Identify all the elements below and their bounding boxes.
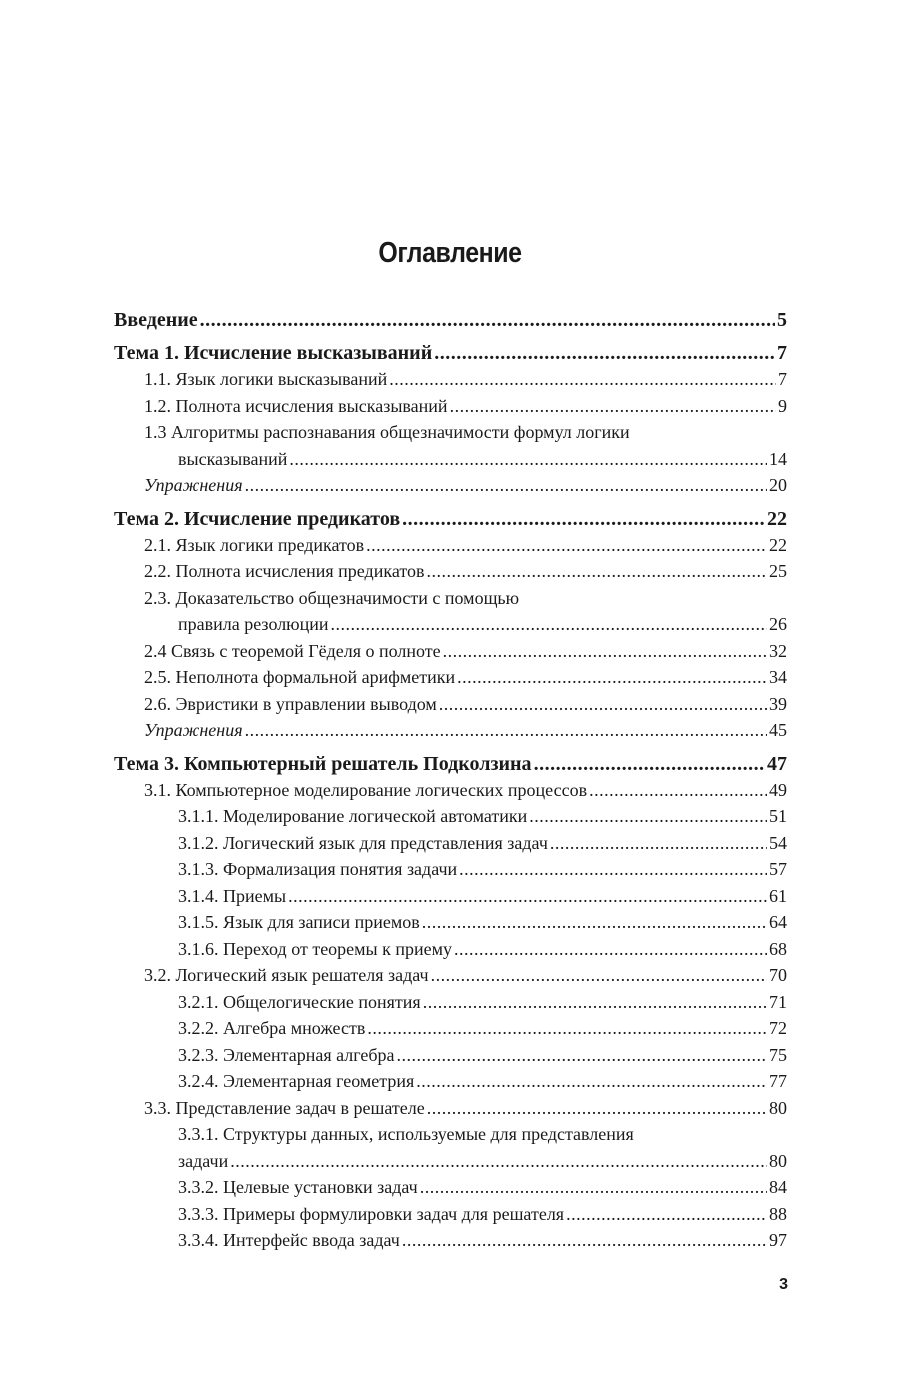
leader-dots <box>439 691 767 718</box>
toc-entry-3-2-4[interactable] <box>114 1068 787 1095</box>
toc-entry-1-3[interactable] <box>114 419 787 472</box>
toc-entry-page: 22 <box>769 534 787 555</box>
toc-entry-title: 3.3.4. Интерфейс ввода задач <box>178 1230 400 1250</box>
toc-entry-page: 25 <box>769 561 787 581</box>
toc-entry-page: 22 <box>767 507 787 530</box>
toc-entry-3-1-3[interactable] <box>114 856 787 883</box>
toc-entry-page: 70 <box>769 965 787 985</box>
leader-dots <box>402 1227 767 1254</box>
leader-dots <box>427 1095 767 1122</box>
toc-entry-topic-3[interactable] <box>114 751 787 777</box>
leader-dots <box>331 611 767 638</box>
toc-entry-3-1[interactable] <box>114 777 787 804</box>
toc-entry-page: 14 <box>769 448 787 469</box>
leader-dots <box>245 717 767 744</box>
leader-dots <box>450 393 776 420</box>
toc-entry-3-1-2[interactable] <box>114 830 787 857</box>
table-of-contents <box>114 307 787 1254</box>
leader-dots <box>200 307 775 333</box>
toc-entry-3-1-4[interactable] <box>114 883 787 910</box>
toc-entry-page: 97 <box>769 1230 787 1250</box>
toc-entry-2-4[interactable] <box>114 638 787 665</box>
toc-entry-page: 75 <box>769 1044 787 1065</box>
leader-dots <box>420 1174 767 1201</box>
toc-entry-page: 68 <box>769 938 787 959</box>
leader-dots <box>454 936 767 963</box>
leader-dots <box>431 962 767 989</box>
leader-dots <box>389 366 776 393</box>
leader-dots <box>443 638 767 665</box>
toc-entry-page: 54 <box>769 832 787 853</box>
toc-entry-page: 32 <box>769 640 787 661</box>
toc-entry-page: 45 <box>769 720 787 740</box>
leader-dots <box>366 532 767 559</box>
toc-entry-page: 57 <box>769 859 787 879</box>
toc-entry-title: 2.4 Связь с теоремой Гёделя о полноте <box>144 640 441 661</box>
toc-entry-title-line1: 2.3. Доказательство общезначимости с помощью <box>144 587 520 608</box>
toc-entry-title-line2: задачи <box>178 1150 229 1171</box>
leader-dots <box>426 558 767 585</box>
leader-dots <box>289 446 767 473</box>
toc-entry-title: 3.2.3. Элементарная алгебра <box>178 1044 395 1065</box>
toc-entry-page: 71 <box>769 991 787 1012</box>
toc-entry-page: 80 <box>769 1150 787 1171</box>
toc-entry-page: 9 <box>778 395 787 416</box>
toc-entry-title: Упражнения <box>144 720 243 740</box>
toc-entry-title: 2.6. Эвристики в управлении выводом <box>144 693 437 714</box>
toc-entry-title: 3.1.5. Язык для записи приемов <box>178 912 420 932</box>
toc-entry-3-2-3[interactable] <box>114 1042 787 1069</box>
toc-entry-page: 61 <box>769 885 787 906</box>
toc-entry-page: 49 <box>769 779 787 800</box>
toc-entry-1-2[interactable] <box>114 393 787 420</box>
toc-entry-3-2-1[interactable] <box>114 989 787 1016</box>
leader-dots <box>397 1042 767 1069</box>
toc-entry-3-3-1[interactable] <box>114 1121 787 1174</box>
toc-entry-3-3-2[interactable] <box>114 1174 787 1201</box>
toc-entry-page: 51 <box>769 806 787 826</box>
toc-entry-intro[interactable] <box>114 307 787 333</box>
leader-dots <box>459 856 767 883</box>
toc-entry-title: 3.3.2. Целевые установки задач <box>178 1177 418 1197</box>
leader-dots <box>529 803 767 830</box>
toc-entry-title: 3.2. Логический язык решателя задач <box>144 965 429 985</box>
toc-entry-page: 7 <box>777 342 787 364</box>
toc-entry-3-3-4[interactable] <box>114 1227 787 1254</box>
toc-entry-page: 47 <box>767 752 787 775</box>
toc-entry-page: 80 <box>769 1097 787 1118</box>
toc-entry-3-1-1[interactable] <box>114 803 787 830</box>
toc-entry-topic-1[interactable] <box>114 340 787 366</box>
leader-dots <box>367 1015 767 1042</box>
toc-entry-3-3-3[interactable] <box>114 1201 787 1228</box>
toc-entry-page: 5 <box>777 309 787 331</box>
toc-entry-3-3[interactable] <box>114 1095 787 1122</box>
toc-entry-page: 88 <box>769 1203 787 1224</box>
leader-dots <box>434 340 775 366</box>
toc-entry-2-5[interactable] <box>114 664 787 691</box>
toc-entry-title: 3.1.4. Приемы <box>178 885 287 906</box>
toc-entry-3-1-5[interactable] <box>114 909 787 936</box>
toc-entry-title: Тема 1. Исчисление высказываний <box>114 342 433 364</box>
leader-dots <box>457 664 767 691</box>
leader-dots <box>423 989 767 1016</box>
leader-dots <box>230 1148 767 1175</box>
toc-entry-title: Тема 3. Компьютерный решатель Подколзина <box>114 752 532 775</box>
toc-entry-title: 3.1.1. Моделирование логической автоматики <box>178 806 528 826</box>
toc-entry-title: 2.2. Полнота исчисления предикатов <box>144 561 425 581</box>
page-number: 3 <box>779 1276 788 1293</box>
toc-entry-page: 26 <box>769 614 787 634</box>
toc-entry-page: 34 <box>769 667 787 687</box>
toc-entry-3-1-6[interactable] <box>114 936 787 963</box>
toc-entry-exercises-2[interactable] <box>114 717 787 744</box>
toc-entry-title: 3.3. Представление задач в решателе <box>144 1097 425 1118</box>
toc-entry-title: 3.3.3. Примеры формулировки задач для решателя <box>178 1203 565 1224</box>
toc-entry-title: Тема 2. Исчисление предикатов <box>114 507 401 530</box>
toc-entry-title: 1.2. Полнота исчисления высказываний <box>144 395 448 416</box>
toc-entry-page: 84 <box>769 1177 787 1197</box>
toc-entry-1-1[interactable] <box>114 366 787 393</box>
toc-entry-page: 72 <box>769 1018 787 1038</box>
toc-entry-page: 77 <box>769 1071 787 1091</box>
toc-entry-title: 3.1.3. Формализация понятия задачи <box>178 859 458 879</box>
toc-entry-title: 3.2.4. Элементарная геометрия <box>178 1071 415 1091</box>
toc-entry-2-6[interactable] <box>114 691 787 718</box>
leader-dots <box>550 830 767 857</box>
toc-entry-topic-2[interactable] <box>114 506 787 532</box>
toc-entry-3-2[interactable] <box>114 962 787 989</box>
toc-entry-title: 3.1. Компьютерное моделирование логических процессов <box>144 779 588 800</box>
toc-entry-3-2-2[interactable] <box>114 1015 787 1042</box>
leader-dots <box>422 909 767 936</box>
leader-dots <box>566 1201 767 1228</box>
toc-entry-title-line2: высказываний <box>178 448 288 469</box>
toc-entry-page: 39 <box>769 693 787 714</box>
toc-entry-title: 3.2.2. Алгебра множеств <box>178 1018 366 1038</box>
toc-entry-title-line1: 1.3 Алгоритмы распознавания общезначимости формул логики <box>144 422 630 442</box>
toc-entry-page: 7 <box>778 369 787 389</box>
toc-entry-title: Введение <box>114 309 198 331</box>
toc-entry-2-3[interactable] <box>114 585 787 638</box>
toc-entry-exercises-1[interactable] <box>114 472 787 499</box>
toc-entry-title-line1: 3.3.1. Структуры данных, используемые для представления <box>178 1124 634 1144</box>
toc-entry-title: 3.1.6. Переход от теоремы к приему <box>178 938 453 959</box>
leader-dots <box>589 777 767 804</box>
toc-entry-title: Упражнения <box>144 475 243 495</box>
toc-entry-title: 1.1. Язык логики высказываний <box>144 369 388 389</box>
toc-entry-title: 3.2.1. Общелогические понятия <box>178 991 421 1012</box>
toc-entry-page: 20 <box>769 475 787 495</box>
toc-entry-2-1[interactable] <box>114 532 787 559</box>
toc-entry-title: 2.5. Неполнота формальной арифметики <box>144 667 456 687</box>
toc-entry-title: 2.1. Язык логики предикатов <box>144 534 365 555</box>
page-title: Оглавление <box>378 237 522 270</box>
leader-dots <box>245 472 767 499</box>
toc-entry-title-line2: правила резолюции <box>178 614 329 634</box>
leader-dots <box>534 751 765 777</box>
toc-entry-page: 64 <box>769 912 787 932</box>
toc-entry-title: 3.1.2. Логический язык для представления задач <box>178 832 548 853</box>
leader-dots <box>402 506 765 532</box>
toc-entry-2-2[interactable] <box>114 558 787 585</box>
leader-dots <box>416 1068 767 1095</box>
leader-dots <box>288 883 767 910</box>
